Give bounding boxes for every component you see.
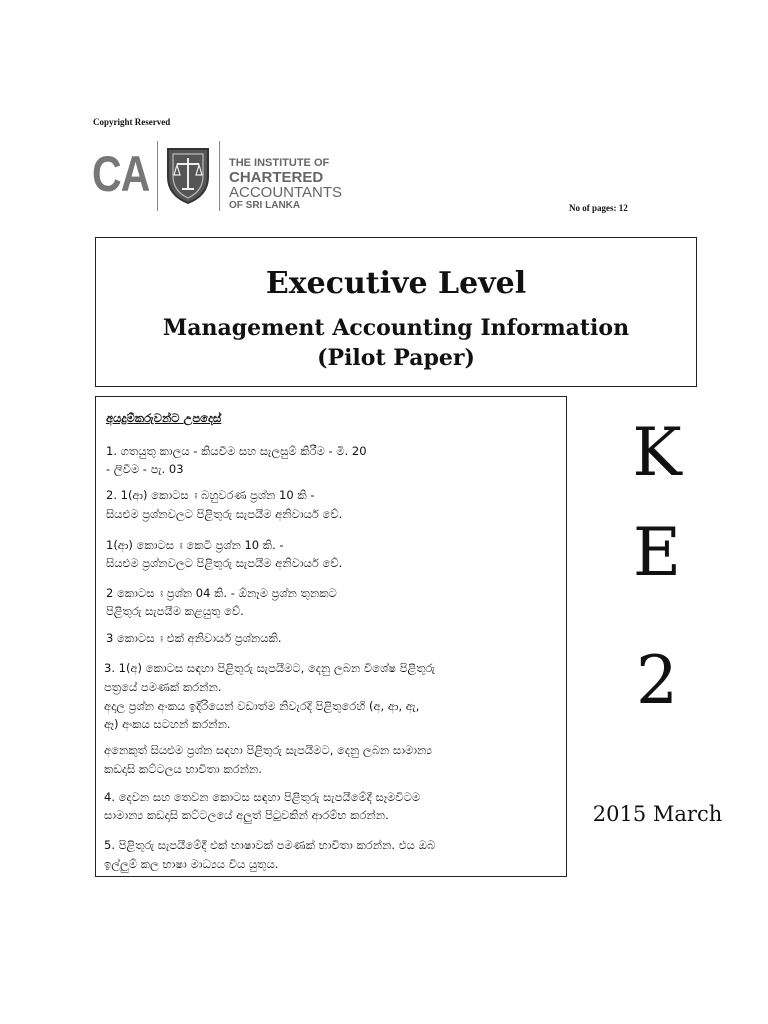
logo-ca-text: CA — [92, 146, 150, 202]
exam-level: Executive Level — [265, 266, 527, 301]
exam-subject: Management Accounting Information — [162, 315, 630, 341]
instruction-line: ඉල්ලුම් කල භාෂා මාධ්‍යය විය යුතුය. — [104, 857, 279, 871]
instruction-line: සාමාන්‍ය කඩදාසි කට්ටලයේ අලුත් පිටුවකින් ආරම්භ කරන්න. — [104, 808, 389, 822]
instruction-line: 3. 1(අ) කොටස සඳහා පිළිතුරු සැපයීමට, දෙනු ලබන විශේෂ පිළිතුරු — [104, 661, 436, 675]
instructions-heading: අයදුම්කරුවන්ට උපදෙස් — [106, 411, 222, 425]
instruction-line: ඈ) අංකය සටහන් කරන්න. — [104, 717, 231, 731]
instruction-line: අනෙකුත් සියළුම ප්‍රශ්න සඳහා පිළිතුරු සැපයීමට, දෙනු ලබන සාමාන්‍ය — [104, 743, 433, 757]
instruction-line: පිළිතුරු සැපයීම කළයුතු වේ. — [106, 604, 244, 618]
instruction-line: 2. 1(ආ) කොටස ඃ බහුවරණ ප්‍රශ්න 10 කි - — [106, 488, 315, 502]
institute-name-accountants: ACCOUNTANTS — [229, 184, 343, 202]
paper-code-digit-2: 2 — [636, 642, 678, 719]
institute-name — [229, 158, 402, 212]
copyright-notice: Copyright Reserved — [93, 117, 171, 127]
institute-name-line3: OF SRI LANKA — [229, 200, 301, 212]
page-count: No of pages: 12 — [569, 203, 628, 213]
instruction-line: 3 කොටස ඃ එක් අනිවාර්ය ප්‍රශ්නයකි. — [106, 631, 282, 645]
instruction-line: 2 කොටස ඃ ප්‍රශ්න 04 කි. - ඕනෑම ප්‍රශ්න තුනකට — [106, 586, 337, 600]
instruction-line: අදාල ප්‍රශ්න අංකය ඉදිරියෙන් වඩාත්ම නිවැරදි පිළිතුරෙහි (අ, ආ, ඇ, — [104, 699, 420, 713]
instruction-line: 4. දෙවන සහ තෙවන කොටස සඳහා පිළිතුරු සැපයීමේදී සෑමවිටම — [104, 790, 421, 804]
institute-name-line2 — [229, 170, 402, 202]
instruction-line: සියළුම ප්‍රශ්නවලට පිළිතුරු සැපයීම අනිවාර්ය වේ. — [106, 507, 343, 521]
exam-date: 2015 March — [592, 802, 723, 826]
instructions-box — [95, 396, 567, 877]
scales-shield-icon — [164, 143, 212, 205]
institute-name-line1: THE INSTITUTE OF — [229, 157, 330, 169]
instruction-line: කඩදාසි කට්ටලය භාවිතා කරන්න. — [104, 762, 262, 776]
logo-divider — [157, 141, 158, 211]
exam-paper-type: (Pilot Paper) — [317, 345, 475, 371]
instruction-line: - ලිවීම - පැ. 03 — [106, 462, 184, 476]
institute-name-chartered: CHARTERED — [229, 168, 324, 186]
instruction-line: 1. ගතයුතු කාලය - කියවීම සහ සැලසුම් කිරීම - මි. 20 — [106, 444, 367, 458]
paper-code-letter-k: K — [632, 414, 682, 491]
institute-logo — [92, 141, 402, 213]
instruction-line: සියළුම ප්‍රශ්නවලට පිළිතුරු සැපයීම අනිවාර්ය වේ. — [106, 556, 343, 570]
instruction-line: 1(ආ) කොටස ඃ කෙටි ප්‍රශ්න 10 කි. - — [106, 538, 284, 552]
logo-divider — [219, 141, 220, 211]
instruction-line: පත්‍රයේ පමණක් කරන්න. — [104, 680, 222, 694]
instruction-line: 5. පිළිතුරු සැපයීමේදී එක් භාෂාවක් පමණක් භාවිතා කරන්න. එය ඔබ — [104, 838, 436, 852]
paper-code-letter-e: E — [632, 514, 682, 591]
title-box — [95, 237, 697, 387]
